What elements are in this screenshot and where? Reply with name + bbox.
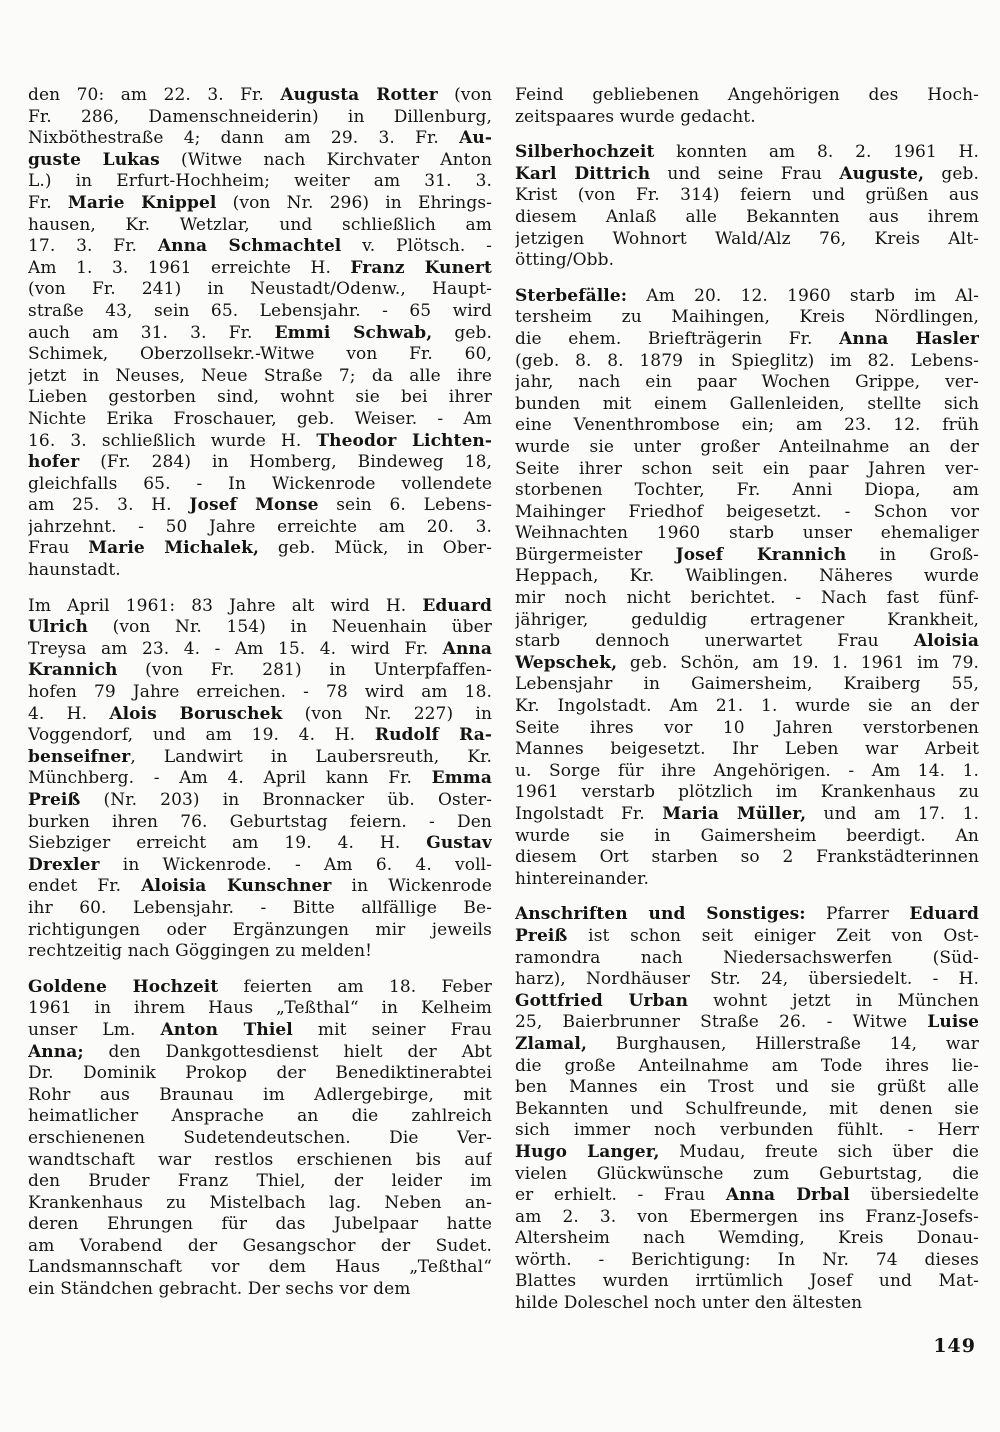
text-line: hofer (Fr. 284) in Homberg, Bindeweg 18, [28, 452, 492, 473]
text-line: Altersheim nach Wemding, Kreis Donau- [515, 1228, 979, 1249]
text-line: Ingolstadt Fr. Maria Müller, und am 17. 1. [515, 804, 979, 824]
text-line: rechtzeitig nach Göggingen zu melden! [28, 941, 373, 962]
text-line: Krannich (von Fr. 281) in Unterpfaffen- [28, 660, 492, 681]
text-line: Lebensjahr in Gaimersheim, Kraiberg 55, [515, 674, 979, 695]
text-line: den Bruder Franz Thiel, der leider im [28, 1171, 492, 1192]
page-number: 149 [933, 1335, 976, 1357]
text-line: Gottfried Urban wohnt jetzt in München [515, 990, 979, 1011]
text-line: 1961 in ihrem Haus „Teßthal“ in Kelheim [28, 998, 492, 1019]
text-line: diesem Ort starben so 2 Frankstädterinnen [515, 847, 979, 868]
text-line: den 70: am 22. 3. Fr. Augusta Rotter (von [28, 85, 492, 105]
paragraph [28, 596, 492, 963]
text-line: die große Anteilnahme am Tode ihres lie- [515, 1055, 979, 1076]
text-line: ein Ständchen gebracht. Der sechs vor dem [28, 1279, 411, 1300]
text-line: Mannes beigesetzt. Ihr Leben war Arbeit [515, 739, 979, 760]
text-line: mir noch nicht berichtet. - Nach fast fünf- [515, 588, 979, 609]
right-text-column [515, 85, 979, 1315]
text-line: storbenen Tochter, Fr. Anni Diopa, am [515, 480, 979, 501]
text-line: haunstadt. [28, 560, 121, 581]
text-line: jähriger, geduldig ertragener Krankheit, [515, 609, 979, 630]
text-line: 25, Baierbrunner Straße 26. - Witwe Luise [515, 1012, 979, 1033]
text-line: Fr. 286, Damenschneiderin) in Dillenburg, [28, 106, 492, 127]
text-line: Maihinger Friedhof beigesetzt. - Schon vor [515, 501, 979, 522]
text-line: Am 1. 3. 1961 erreichte H. Franz Kunert [28, 257, 492, 278]
text-line: straße 43, sein 65. Lebensjahr. - 65 wird [28, 300, 492, 321]
text-line: Dr. Dominik Prokop der Benediktinerabtei [28, 1063, 492, 1084]
text-line: diesem Anlaß alle Bekannten aus ihrem [515, 206, 979, 227]
text-line: ben Mannes ein Trost und sie grüßt alle [515, 1077, 979, 1098]
paragraph [515, 286, 979, 891]
text-line: wörth. - Berichtigung: In Nr. 74 dieses [515, 1249, 979, 1270]
text-line: Treysa am 23. 4. - Am 15. 4. wird Fr. Anna [28, 638, 492, 659]
text-line: Feind gebliebenen Angehörigen des Hoch- [515, 85, 979, 105]
text-line: Rohr aus Braunau im Adlergebirge, mit [28, 1084, 492, 1105]
text-line: Ulrich (von Nr. 154) in Neuenhain über [28, 617, 492, 638]
text-line: guste Lukas (Witwe nach Kirchvater Anton [28, 149, 492, 170]
text-line: harz), Nordhäuser Str. 24, übersiedelt. - H. [515, 969, 979, 990]
text-line: Silberhochzeit konnten am 8. 2. 1961 H. [515, 142, 979, 163]
text-line: Seite ihres vor 10 Jahren verstorbenen [515, 717, 979, 738]
text-line: (geb. 8. 8. 1879 in Spieglitz) im 82. Lebens- [515, 350, 979, 371]
text-line: Siebziger erreicht am 19. 4. H. Gustav [28, 833, 492, 854]
text-line: Bürgermeister Josef Krannich in Groß- [515, 544, 979, 565]
text-line: L.) in Erfurt-Hochheim; weiter am 31. 3. [28, 171, 492, 192]
paragraph [28, 977, 492, 1301]
text-line: deren Ehrungen für das Jubelpaar hatte [28, 1214, 492, 1235]
text-line: heimatlicher Ansprache an die zahlreich [28, 1106, 492, 1127]
text-line: Krist (von Fr. 314) feiern und grüßen aus [515, 185, 979, 206]
text-line: Krankenhaus zu Mistelbach lag. Neben an- [28, 1192, 492, 1213]
text-line: Wepschek, geb. Schön, am 19. 1. 1961 im 79. [515, 652, 979, 673]
text-line: Fr. Marie Knippel (von Nr. 296) in Ehrings- [28, 192, 492, 213]
text-line: burken ihren 76. Geburtstag feiern. - Den [28, 811, 492, 832]
text-line: hilde Doleschel noch unter den ältesten [515, 1293, 863, 1314]
text-line: endet Fr. Aloisia Kunschner in Wickenrode [28, 876, 492, 897]
text-line: 16. 3. schließlich wurde H. Theodor Lichten- [28, 430, 492, 451]
text-line: Im April 1961: 83 Jahre alt wird H. Eduard [28, 595, 492, 616]
text-line: Frau Marie Michalek, geb. Mück, in Ober- [28, 538, 492, 559]
paragraph [515, 904, 979, 1314]
text-line: am Vorabend der Gesangschor der Sudet. [28, 1235, 492, 1256]
text-line: ihr 60. Lebensjahr. - Bitte allfällige Be- [28, 897, 492, 918]
text-line: ötting/Obb. [515, 250, 615, 271]
text-line: unser Lm. Anton Thiel mit seiner Frau [28, 1019, 492, 1040]
paragraph [515, 85, 979, 128]
text-line: die ehem. Briefträgerin Fr. Anna Hasler [515, 328, 979, 349]
text-line: Schimek, Oberzollsekr.-Witwe von Fr. 60, [28, 344, 492, 365]
text-line: zeitspaares wurde gedacht. [515, 106, 756, 127]
text-line: sich immer noch verbunden fühlt. - Herr [515, 1120, 979, 1141]
paragraph [28, 85, 492, 582]
text-line: 17. 3. Fr. Anna Schmachtel v. Plötsch. - [28, 236, 492, 257]
text-line: 1961 verstarb plötzlich im Krankenhaus zu [515, 782, 979, 803]
text-line: er erhielt. - Frau Anna Drbal übersiedelte [515, 1185, 979, 1206]
text-line: jetzigen Wohnort Wald/Alz 76, Kreis Alt- [515, 228, 979, 249]
text-line: hausen, Kr. Wetzlar, und schließlich am [28, 214, 492, 235]
text-line: Münchberg. - Am 4. April kann Fr. Emma [28, 768, 492, 789]
text-line: Zlamal, Burghausen, Hillerstraße 14, war [515, 1033, 979, 1054]
text-line: Nichte Erika Froschauer, geb. Weiser. - Am [28, 408, 492, 429]
text-line: Goldene Hochzeit feierten am 18. Feber [28, 976, 492, 997]
text-line: Seite ihrer schon seit ein paar Jahren ver- [515, 458, 979, 479]
text-line: Heppach, Kr. Waiblingen. Näheres wurde [515, 566, 979, 587]
text-line: benseifner, Landwirt in Laubersreuth, Kr. [28, 746, 492, 767]
text-line: u. Sorge für ihre Angehörigen. - Am 14. 1. [515, 760, 979, 781]
text-line: wurde sie in Gaimersheim beerdigt. An [515, 825, 979, 846]
text-line: starb dennoch unerwartet Frau Aloisia [515, 631, 979, 652]
paragraph [515, 142, 979, 272]
text-line: Nixböthestraße 4; dann am 29. 3. Fr. Au- [28, 128, 492, 149]
text-line: Voggendorf, und am 19. 4. H. Rudolf Ra- [28, 725, 492, 746]
text-line: hofen 79 Jahre erreichen. - 78 wird am 18. [28, 682, 492, 703]
text-line: Karl Dittrich und seine Frau Auguste, geb. [515, 163, 979, 184]
text-line: Anna; den Dankgottesdienst hielt der Abt [28, 1041, 492, 1062]
text-line: jahr, nach ein paar Wochen Grippe, ver- [515, 372, 979, 393]
text-line: Landsmannschaft vor dem Haus „Teßthal“ [28, 1257, 492, 1278]
text-line: wurde sie unter großer Anteilnahme an der [515, 436, 979, 457]
text-line: Sterbefälle: Am 20. 12. 1960 starb im Al- [515, 285, 979, 306]
text-line: Lieben gestorben sind, wohnt sie bei ihrer [28, 387, 492, 408]
text-line: vielen Glückwünsche zum Geburtstag, die [515, 1163, 979, 1184]
text-line: am 25. 3. H. Josef Monse sein 6. Lebens- [28, 495, 492, 516]
text-line: Hugo Langer, Mudau, freute sich über die [515, 1141, 979, 1162]
text-line: am 2. 3. von Ebermergen ins Franz-Josefs- [515, 1206, 979, 1227]
text-line: Kr. Ingolstadt. Am 21. 1. wurde sie an der [515, 696, 979, 717]
text-line: bunden mit einem Gallenleiden, stellte sich [515, 393, 979, 414]
text-line: jahrzehnt. - 50 Jahre erreichte am 20. 3. [28, 516, 492, 537]
text-line: jetzt in Neuses, Neue Straße 7; da alle ihre [28, 365, 492, 386]
text-line: Drexler in Wickenrode. - Am 6. 4. voll- [28, 854, 492, 875]
text-line: Blattes wurden irrtümlich Josef und Mat- [515, 1271, 979, 1292]
text-line: hintereinander. [515, 868, 649, 889]
text-line: (von Fr. 241) in Neustadt/Odenw., Haupt- [28, 279, 492, 300]
text-line: eine Venenthrombose ein; am 23. 12. früh [515, 415, 979, 436]
text-line: wandtschaft war restlos erschienen bis auf [28, 1149, 492, 1170]
text-line: Weihnachten 1960 starb unser ehemaliger [515, 523, 979, 544]
text-line: 4. H. Alois Boruschek (von Nr. 227) in [28, 703, 492, 724]
text-line: ramondra nach Niedersachswerfen (Süd- [515, 947, 979, 968]
text-line: erschienenen Sudetendeutschen. Die Ver- [28, 1127, 492, 1148]
text-line: auch am 31. 3. Fr. Emmi Schwab, geb. [28, 322, 492, 343]
text-line: Preiß ist schon seit einiger Zeit von Ost- [515, 925, 979, 946]
text-line: richtigungen oder Ergänzungen mir jeweils [28, 919, 492, 940]
left-text-column [28, 85, 492, 1301]
text-line: Bekannten und Schulfreunde, mit denen sie [515, 1098, 979, 1119]
text-line: Anschriften und Sonstiges: Pfarrer Eduard [515, 904, 979, 925]
text-line: gleichfalls 65. - In Wickenrode vollendete [28, 473, 492, 494]
text-line: Preiß (Nr. 203) in Bronnacker üb. Oster- [28, 790, 492, 810]
text-line: tersheim zu Maihingen, Kreis Nördlingen, [515, 307, 979, 328]
